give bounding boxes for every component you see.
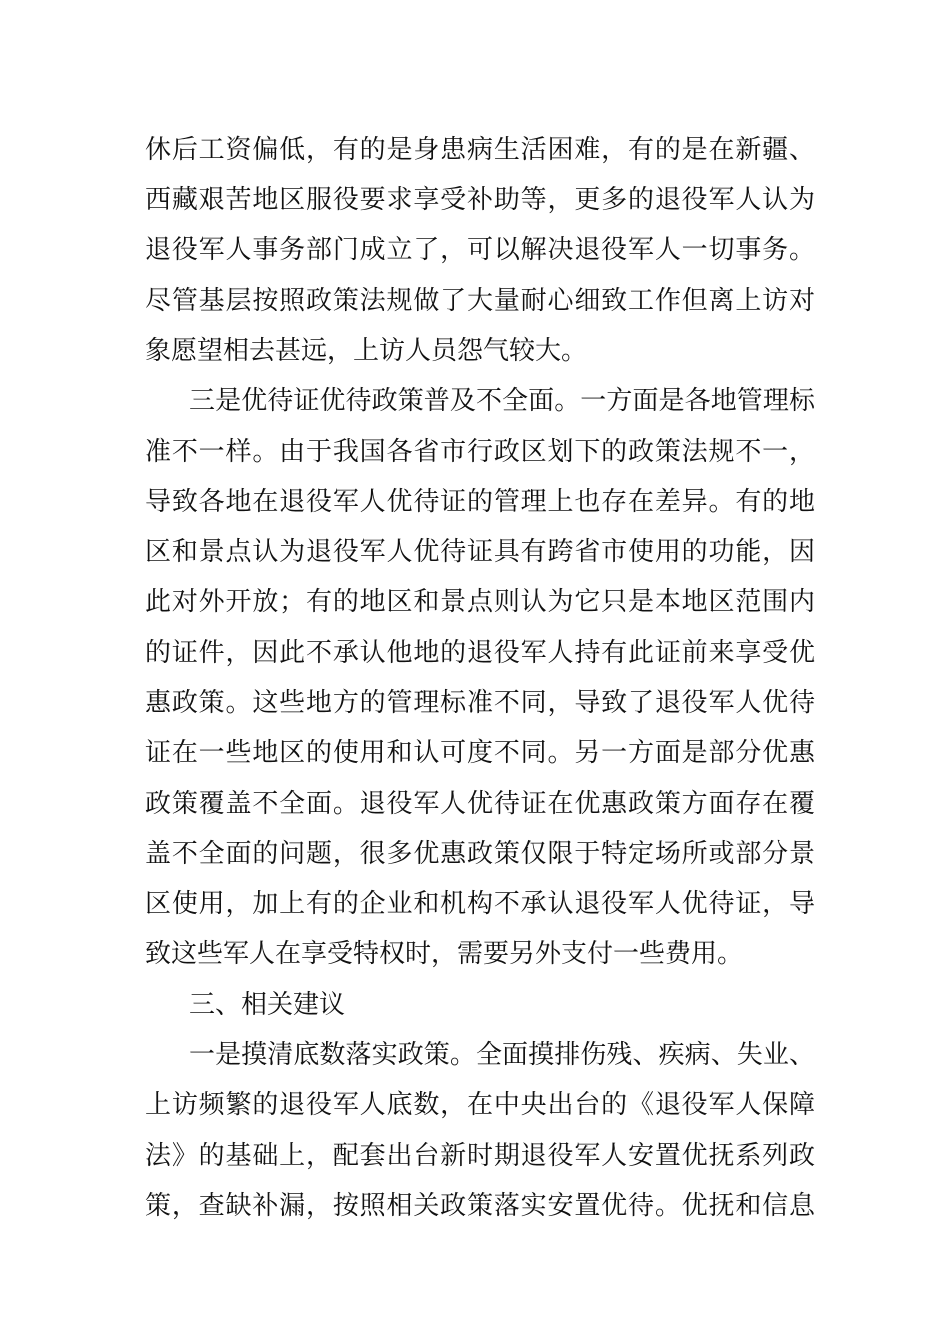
text-line: 休后工资偏低，有的是身患病生活困难，有的是在新疆、 bbox=[145, 135, 815, 165]
text-line: 的证件，因此不承认他地的退役军人持有此证前来享受优 bbox=[145, 638, 815, 668]
text-line: 尽管基层按照政策法规做了大量耐心细致工作但离上访对 bbox=[145, 286, 815, 316]
text-line: 致这些军人在享受特权时，需要另外支付一些费用。 bbox=[145, 939, 744, 969]
text-line: 政策覆盖不全面。退役军人优待证在优惠政策方面存在覆 bbox=[145, 789, 815, 819]
section-heading: 三、相关建议 bbox=[189, 990, 346, 1020]
text-line: 盖不全面的问题，很多优惠政策仅限于特定场所或部分景 bbox=[145, 839, 815, 869]
text-line: 象愿望相去甚远，上访人员怨气较大。 bbox=[145, 336, 588, 366]
text-line: 上访频繁的退役军人底数，在中央出台的《退役军人保障 bbox=[145, 1090, 815, 1120]
text-line: 惠政策。这些地方的管理标准不同，导致了退役军人优待 bbox=[145, 688, 815, 718]
text-line: 西藏艰苦地区服役要求享受补助等，更多的退役军人认为 bbox=[145, 185, 815, 215]
text-line: 此对外开放；有的地区和景点则认为它只是本地区范围内 bbox=[145, 587, 815, 617]
text-line: 导致各地在退役军人优待证的管理上也存在差异。有的地 bbox=[145, 487, 815, 517]
text-line: 区使用，加上有的企业和机构不承认退役军人优待证，导 bbox=[145, 889, 815, 919]
text-line: 法》的基础上，配套出台新时期退役军人安置优抚系列政 bbox=[145, 1141, 815, 1171]
text-line: 退役军人事务部门成立了，可以解决退役军人一切事务。 bbox=[145, 235, 815, 265]
text-line: 策，查缺补漏，按照相关政策落实安置优待。优抚和信息 bbox=[145, 1191, 815, 1221]
text-line: 证在一些地区的使用和认可度不同。另一方面是部分优惠 bbox=[145, 738, 815, 768]
paragraph-start-line: 一是摸清底数落实政策。全面摸排伤残、疾病、失业、 bbox=[189, 1040, 815, 1070]
paragraph-start-line: 三是优待证优待政策普及不全面。一方面是各地管理标 bbox=[189, 386, 815, 416]
text-line: 区和景点认为退役军人优待证具有跨省市使用的功能，因 bbox=[145, 537, 815, 567]
text-line: 准不一样。由于我国各省市行政区划下的政策法规不一， bbox=[145, 437, 815, 467]
